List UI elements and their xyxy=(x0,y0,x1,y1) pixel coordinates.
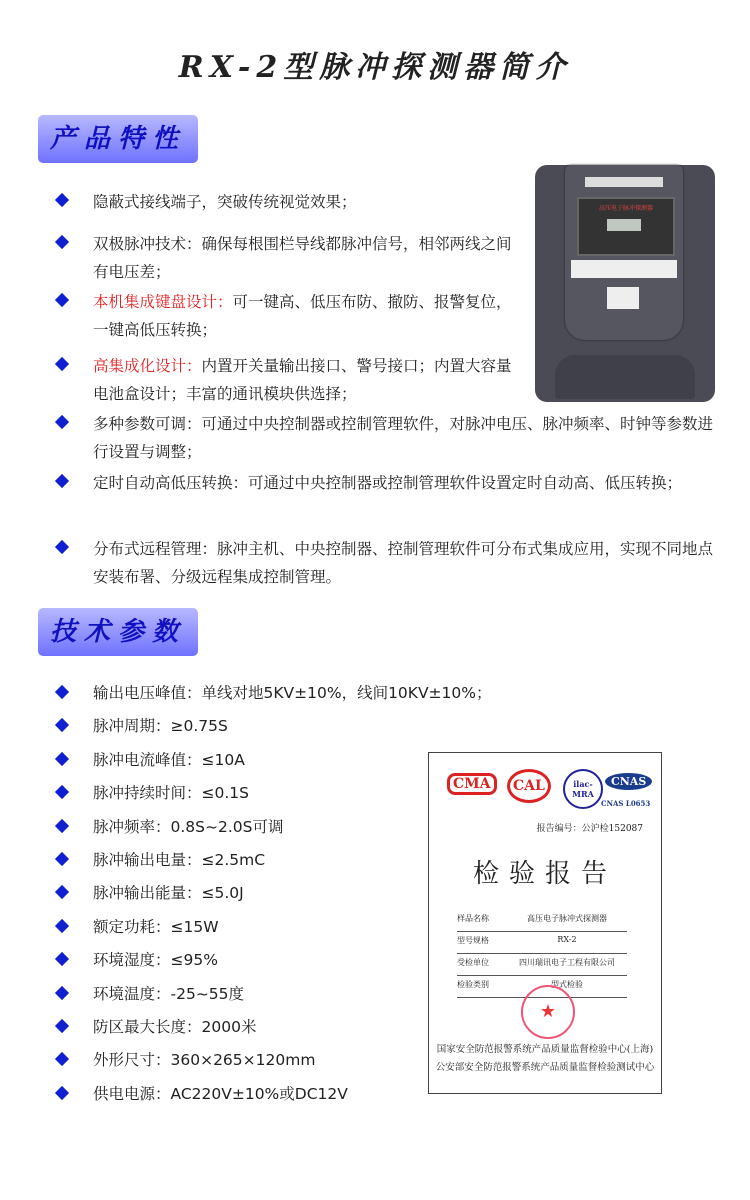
diamond-bullet-icon xyxy=(55,357,69,371)
spec-text: 脉冲持续时间：≤0.1S xyxy=(93,784,249,803)
device-lcd xyxy=(607,219,641,231)
spec-item xyxy=(93,1049,315,1071)
spec-item xyxy=(93,1016,256,1038)
cma-logo: CMA xyxy=(447,773,497,795)
spec-text: 供电电源：AC220V±10%或DC12V xyxy=(93,1084,348,1103)
spec-text: 脉冲电流峰值：≤10A xyxy=(93,750,245,769)
feature-item xyxy=(93,230,513,286)
cal-logo: CAL xyxy=(507,769,551,803)
diamond-bullet-icon xyxy=(55,293,69,307)
spec-text: 脉冲输出能量：≤5.0J xyxy=(93,884,244,903)
feature-text: 隐蔽式接线端子，突破传统视觉效果； xyxy=(93,193,357,211)
device-keypad xyxy=(571,260,677,278)
feature-text: 可一键高、低压布防、撤防、报警复位，一键高低压转换； xyxy=(93,293,512,339)
spec-text: 脉冲频率：0.8S~2.0S可调 xyxy=(93,817,284,836)
diamond-bullet-icon xyxy=(55,540,69,554)
spec-item xyxy=(93,782,249,804)
diamond-bullet-icon xyxy=(55,718,69,732)
diamond-bullet-icon xyxy=(55,785,69,799)
spec-text: 环境湿度：≤95% xyxy=(93,951,218,970)
feature-text: 内置开关量输出接口、警号接口；内置大容量电池盒设计；丰富的通讯模块供选择； xyxy=(93,357,512,403)
spec-item xyxy=(93,916,219,938)
red-seal-stamp: ★ xyxy=(521,985,575,1039)
spec-text: 输出电压峰值：单线对地5KV±10%，线间10KV±10%； xyxy=(93,684,492,702)
feature-text: 定时自动高低压转换：可通过中央控制器或控制管理软件设置定时自动高、低压转换； xyxy=(93,474,683,492)
spec-item xyxy=(93,682,492,704)
diamond-bullet-icon xyxy=(55,235,69,249)
spec-text: 外形尺寸：360×265×120mm xyxy=(93,1051,316,1070)
feature-item xyxy=(93,288,513,344)
spec-item xyxy=(93,749,245,771)
diamond-bullet-icon xyxy=(55,952,69,966)
diamond-bullet-icon xyxy=(55,685,69,699)
certificate-row-value: RX-2 xyxy=(557,935,577,944)
feature-text: 多种参数可调：可通过中央控制器或控制管理软件，对脉冲电压、脉冲频率、时钟等参数进行设置与调整； xyxy=(93,415,714,461)
certificate-row-value: 四川瑞讯电子工程有限公司 xyxy=(519,958,615,967)
report-number: 报告编号：公沪检152087 xyxy=(536,824,643,834)
spec-item xyxy=(93,715,228,737)
spec-item xyxy=(93,849,265,871)
diamond-bullet-icon xyxy=(55,986,69,1000)
feature-text: 双极脉冲技术：确保每根围栏导线都脉冲信号，相邻两线之间有电压差； xyxy=(93,235,512,281)
certificate-title: 检验报告 xyxy=(472,859,617,889)
diamond-bullet-icon xyxy=(55,193,69,207)
spec-text: 脉冲周期：≥0.75S xyxy=(93,717,228,736)
diamond-bullet-icon xyxy=(55,752,69,766)
certificate-row-label: 样品名称 xyxy=(457,914,489,923)
diamond-bullet-icon xyxy=(55,1019,69,1033)
certificate-row-label: 型号规格 xyxy=(457,936,489,945)
spec-item xyxy=(93,816,283,838)
feature-item xyxy=(93,535,713,591)
feature-item xyxy=(93,352,513,408)
cnas-logo: CNAS xyxy=(605,773,652,790)
spec-item xyxy=(93,882,244,904)
diamond-bullet-icon xyxy=(55,1086,69,1100)
spec-text: 环境温度：-25~55度 xyxy=(93,984,245,1003)
spec-item xyxy=(93,949,218,971)
feature-text: 分布式远程管理：脉冲主机、中央控制器、控制管理软件可分布式集成应用，实现不同地点安装布署、分级远程集成控制管理。 xyxy=(93,540,714,586)
diamond-bullet-icon xyxy=(55,415,69,429)
certificate-row xyxy=(457,935,627,954)
certificate-row-label: 受检单位 xyxy=(457,958,489,967)
feature-item xyxy=(93,410,713,466)
diamond-bullet-icon xyxy=(55,919,69,933)
certificate-row-value: 型式检验 xyxy=(551,980,583,989)
diamond-bullet-icon xyxy=(55,474,69,488)
diamond-bullet-icon xyxy=(55,885,69,899)
issuing-org-1: 国家安全防范报警系统产品质量监督检验中心(上海) xyxy=(436,1044,654,1055)
diamond-bullet-icon xyxy=(55,852,69,866)
ilac-mra-logo: ilac-MRA xyxy=(563,769,603,809)
device-screen xyxy=(577,197,675,256)
spec-text: 脉冲输出电量：≤2.5mC xyxy=(93,851,266,869)
spec-text: 防区最大长度：2000米 xyxy=(93,1018,257,1036)
spec-item xyxy=(93,1083,348,1105)
feature-item xyxy=(93,469,713,497)
feature-item xyxy=(93,188,513,216)
spec-item xyxy=(93,983,244,1005)
diamond-bullet-icon xyxy=(55,819,69,833)
section-header-features: 产品特性 xyxy=(38,115,198,163)
issuing-org-2: 公安部安全防范报警系统产品质量监督检验测试中心 xyxy=(435,1062,655,1073)
device-front-panel xyxy=(565,165,683,340)
device-screen-label: 高压电子脉冲探测器 xyxy=(598,205,653,212)
diamond-bullet-icon xyxy=(55,1052,69,1066)
cnas-number: CNAS L0653 xyxy=(601,799,651,808)
device-led-strip xyxy=(585,177,663,187)
page-title: RX-2型脉冲探测器简介 xyxy=(178,50,572,85)
feature-highlight: 高集成化设计： xyxy=(93,357,202,375)
certificate-row xyxy=(457,913,627,932)
product-image xyxy=(535,165,715,402)
certificate-row xyxy=(457,957,627,976)
inspection-certificate-image xyxy=(428,752,662,1094)
device-bottom-cover xyxy=(555,355,695,399)
certificate-row-value: 高压电子脉冲式探测器 xyxy=(527,914,607,923)
certificate-row-label: 检验类别 xyxy=(457,980,489,989)
spec-text: 额定功耗：≤15W xyxy=(93,917,219,936)
feature-highlight: 本机集成键盘设计： xyxy=(93,293,233,311)
section-header-specs: 技术参数 xyxy=(38,608,198,656)
device-logo xyxy=(607,287,639,309)
